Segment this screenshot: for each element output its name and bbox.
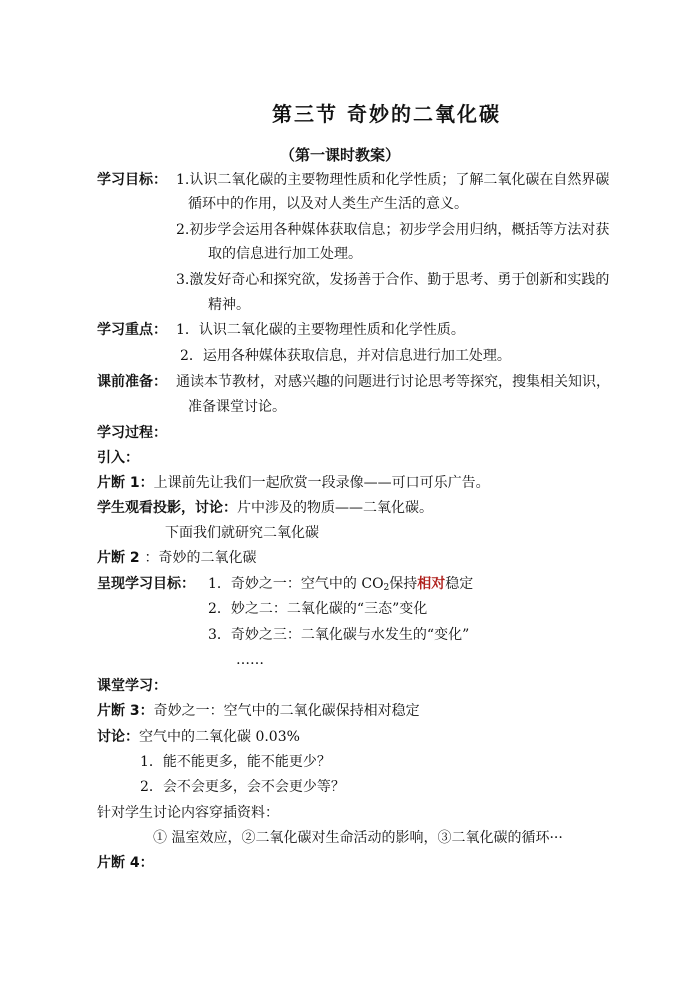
watch-text: 片中涉及的物质——二氧化碳。 xyxy=(237,500,433,516)
discussion xyxy=(97,727,300,747)
segment-1 xyxy=(97,473,490,493)
present-item-1-highlight: 相对 xyxy=(417,576,446,592)
preparation-label: 课前准备： xyxy=(97,374,167,390)
present-item-1-mid: 保持 xyxy=(389,576,418,592)
segment-1-label: 片断 1： xyxy=(97,475,154,491)
segment-3 xyxy=(97,701,420,721)
discussion-question-1: 1．能不能更多，能不能更少？ xyxy=(140,754,331,770)
segment-2 xyxy=(97,548,257,568)
intro-heading: 引入： xyxy=(97,450,139,466)
objectives-label: 学习目标： xyxy=(97,172,167,188)
segment-3-label: 片断 3： xyxy=(97,703,154,719)
present-item-2: 2．妙之二：二氧化碳的“三态”变化 xyxy=(208,601,428,617)
study-line: 下面我们就研究二氧化碳 xyxy=(165,525,319,541)
objective-1-line-2: 循环中的作用，以及对人类生产生活的意义。 xyxy=(188,196,468,212)
discussion-label: 讨论： xyxy=(97,729,139,745)
watch-label: 学生观看投影，讨论： xyxy=(97,500,237,516)
key-point-1: 1．认识二氧化碳的主要物理性质和化学性质。 xyxy=(176,322,465,338)
co2-subscript: 2 xyxy=(383,583,390,593)
page-subtitle: （第一课时教案） xyxy=(280,146,401,164)
objective-2-line-2: 取的信息进行加工处理。 xyxy=(208,246,362,262)
preparation-line-2: 准备课堂讨论。 xyxy=(188,399,286,415)
page-title: 第三节 奇妙的二氧化碳 xyxy=(272,102,501,126)
segment-2-text: ：奇妙的二氧化碳 xyxy=(144,550,257,566)
segment-2-label: 片断 2 xyxy=(97,550,145,566)
classroom-heading: 课堂学习： xyxy=(97,678,167,694)
present-label: 呈现学习目标： xyxy=(97,576,195,592)
segment-3-text: 奇妙之一：空气中的二氧化碳保持相对稳定 xyxy=(153,703,420,719)
objective-3-line-2: 精神。 xyxy=(208,297,250,313)
objective-1-line-1: 1.认识二氧化碳的主要物理性质和化学性质；了解二氧化碳在自然界碳 xyxy=(176,172,610,188)
discussion-text: 空气中的二氧化碳 0.03% xyxy=(139,729,300,745)
present-item-1-post: 稳定 xyxy=(445,576,474,592)
watch-discussion xyxy=(97,498,433,518)
segment-1-text: 上课前先让我们一起欣赏一段录像——可口可乐广告。 xyxy=(153,475,490,491)
discussion-question-2: 2．会不会更多，会不会更少等？ xyxy=(140,779,345,795)
key-points-label: 学习重点： xyxy=(97,322,167,338)
materials-items: ① 温室效应，②二氧化碳对生命活动的影响，③二氧化碳的循环··· xyxy=(153,830,563,846)
present-item-3: 3．奇妙之三：二氧化碳与水发生的“变化” xyxy=(208,627,470,643)
key-point-2: 2．运用各种媒体获取信息，并对信息进行加工处理。 xyxy=(180,348,511,364)
process-heading: 学习过程： xyxy=(97,425,167,441)
materials-intro: 针对学生讨论内容穿插资料： xyxy=(97,805,279,821)
objective-2-line-1: 2.初步学会运用各种媒体获取信息；初步学会用归纳，概括等方法对获 xyxy=(176,222,610,238)
present-ellipsis: …… xyxy=(236,652,264,668)
present-item-1-pre: 1．奇妙之一：空气中的 CO xyxy=(208,576,384,592)
present-item-1 xyxy=(208,574,473,598)
objective-3-line-1: 3.激发好奇心和探究欲，发扬善于合作、勤于思考、勇于创新和实践的 xyxy=(176,272,610,288)
preparation-line-1: 通读本节教材，对感兴趣的问题进行讨论思考等探究，搜集相关知识， xyxy=(176,374,610,390)
segment-4-label: 片断 4： xyxy=(97,855,154,871)
